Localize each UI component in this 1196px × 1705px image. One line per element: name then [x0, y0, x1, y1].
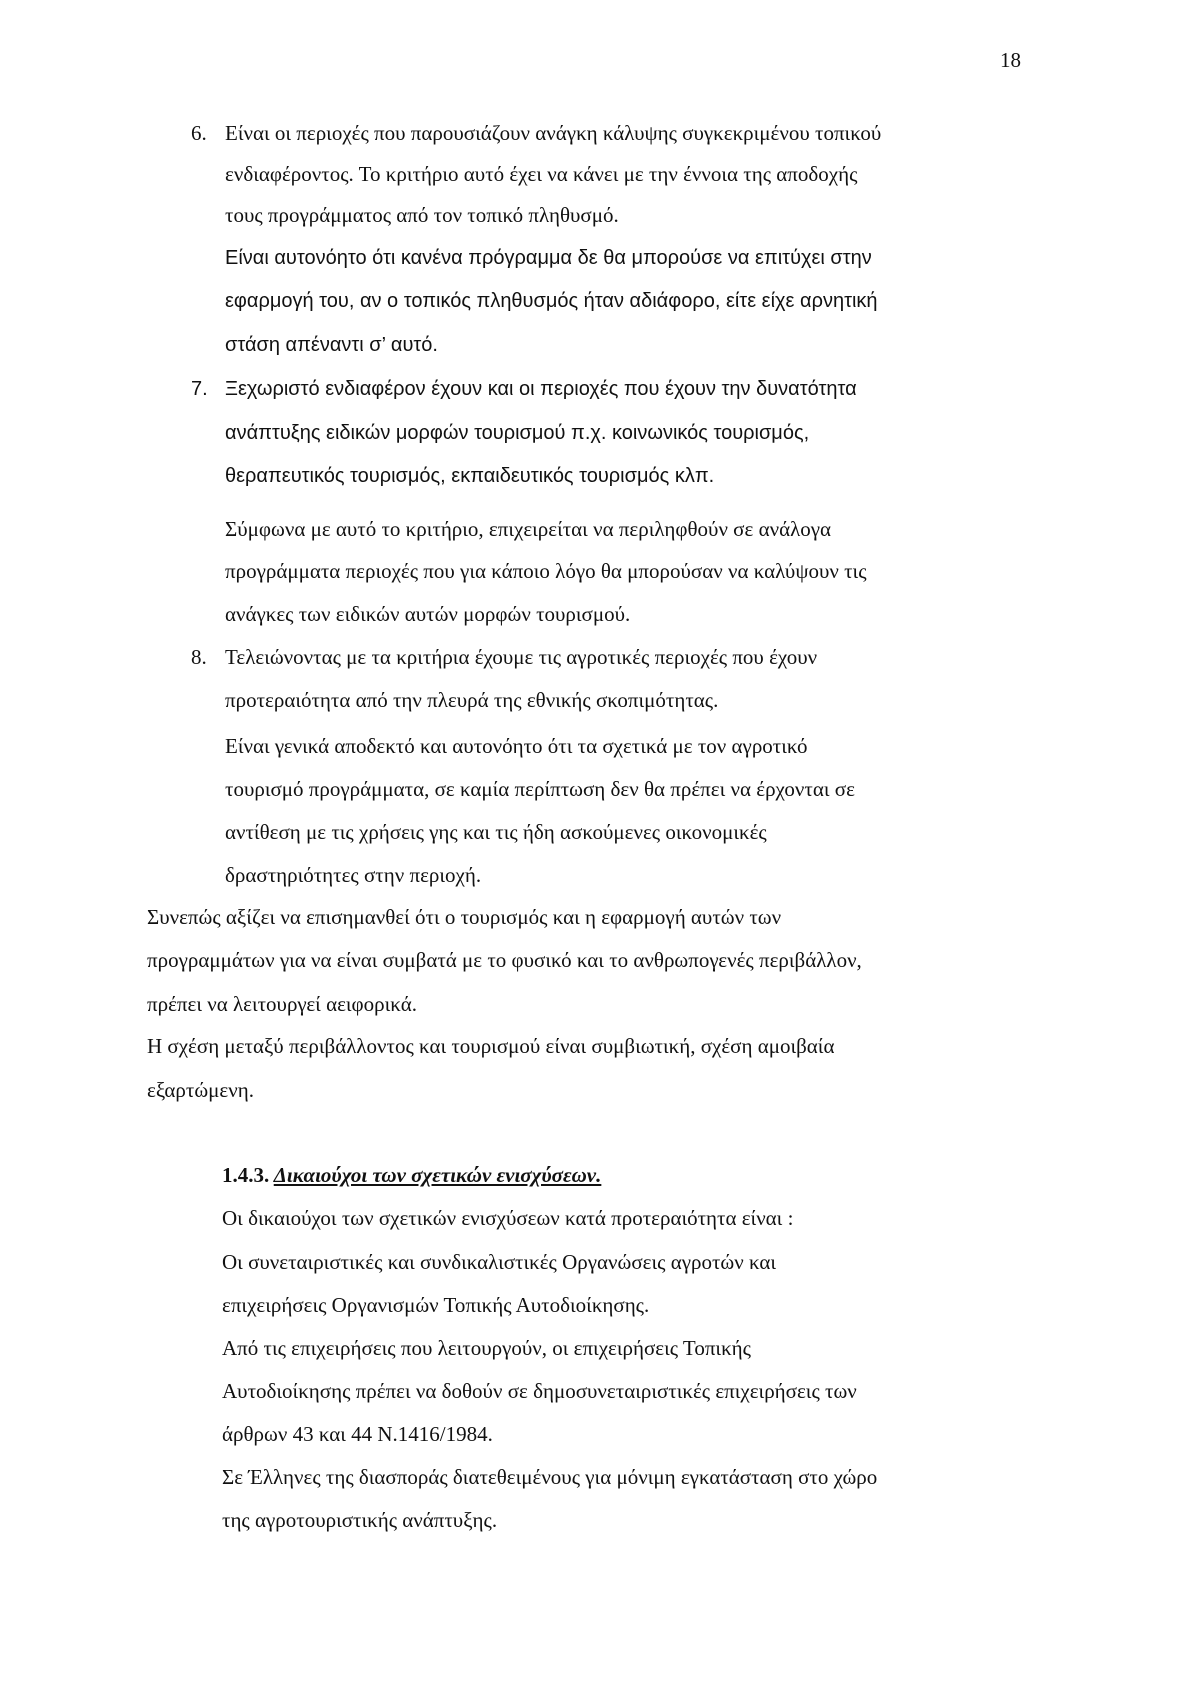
item-7-para-line-2: προγράμματα περιοχές που για κάποιο λόγο θα μπορούσαν να καλύψουν τις — [225, 559, 867, 583]
item-7-para-line-1: Σύμφωνα με αυτό το κριτήριο, επιχειρείται να περιληφθούν σε ανάλογα — [225, 517, 832, 541]
item-8-number: 8. — [191, 645, 207, 669]
item-8-para-line-1: Είναι γενικά αποδεκτό και αυτονόητο ότι τα σχετικά με τον αγροτικό — [225, 734, 808, 758]
section-title: Δικαιούχοι των σχετικών ενισχύσεων. — [273, 1163, 602, 1187]
text-line: Είναι οι περιοχές που παρουσιάζουν ανάγκη κάλυψης συγκεκριμένου τοπικού — [225, 121, 882, 145]
page-number: 18 — [1000, 48, 1021, 72]
item-7-line-3: θεραπευτικός τουρισμός, εκπαιδευτικός τουρισμός κλπ. — [225, 465, 715, 487]
beneficiary-1-line-1: Οι συνεταιριστικές και συνδικαλιστικές Οργανώσεις αγροτών και — [222, 1250, 777, 1274]
conclusion-1-line-1: Συνεπώς αξίζει να επισημανθεί ότι ο τουρισμός και η εφαρμογή αυτών των — [147, 905, 782, 929]
beneficiary-1-line-2: επιχειρήσεις Οργανισμών Τοπικής Αυτοδιοίκησης. — [222, 1293, 650, 1317]
item-8-line-1: Τελειώνοντας με τα κριτήρια έχουμε τις αγροτικές περιοχές που έχουν — [225, 645, 818, 669]
conclusion-1-line-3: πρέπει να λειτουργεί αειφορικά. — [147, 992, 417, 1016]
item-8-line-2: προτεραιότητα από την πλευρά της εθνικής σκοπιμότητας. — [225, 688, 719, 712]
item-6-para-line-1: Είναι αυτονόητο ότι κανένα πρόγραμμα δε θα μπορούσε να επιτύχει στην — [225, 247, 872, 269]
section-heading — [222, 1162, 601, 1188]
item-7-number: 7. — [191, 378, 208, 400]
item-6-para-line-2: εφαρμογή του, αν ο τοπικός πληθυσμός ήταν αδιάφορο, είτε είχε αρνητική — [225, 290, 878, 312]
conclusion-2-line-2: εξαρτώμενη. — [147, 1078, 254, 1102]
item-7-para-line-3: ανάγκες των ειδικών αυτών μορφών τουρισμού. — [225, 602, 631, 626]
item-6-para-line-3: στάση απέναντι σ’ αυτό. — [225, 334, 438, 356]
item-6-line-3: τους προγράμματος από τον τοπικό πληθυσμό. — [225, 203, 619, 227]
beneficiary-2-line-1: Από τις επιχειρήσεις που λειτουργούν, οι επιχειρήσεις Τοπικής — [222, 1336, 751, 1360]
section-number: 1.4.3. — [222, 1163, 270, 1187]
beneficiary-3-line-1: Σε Έλληνες της διασποράς διατεθειμένους για μόνιμη εγκατάσταση στο χώρο — [222, 1465, 878, 1489]
conclusion-1-line-2: προγραμμάτων για να είναι συμβατά με το φυσικό και το ανθρωπογενές περιβάλλον, — [147, 948, 862, 972]
beneficiary-3-line-2: της αγροτουριστικής ανάπτυξης. — [222, 1508, 498, 1532]
item-8-para-line-3: αντίθεση με τις χρήσεις γης και τις ήδη ασκούμενες οικονομικές — [225, 820, 767, 844]
item-7-line-1: Ξεχωριστό ενδιαφέρον έχουν και οι περιοχές που έχουν την δυνατότητα — [225, 378, 857, 400]
section-intro: Οι δικαιούχοι των σχετικών ενισχύσεων κατά προτεραιότητα είναι : — [222, 1206, 794, 1230]
beneficiary-2-line-2: Αυτοδιοίκησης πρέπει να δοθούν σε δημοσυνεταιριστικές επιχειρήσεις των — [222, 1379, 857, 1403]
item-6-number: 6. — [191, 121, 207, 145]
item-7-line-2: ανάπτυξης ειδικών μορφών τουρισμού π.χ. κοινωνικός τουρισμός, — [225, 422, 810, 444]
beneficiary-2-line-3: άρθρων 43 και 44 Ν.1416/1984. — [222, 1422, 493, 1446]
conclusion-2-line-1: Η σχέση μεταξύ περιβάλλοντος και τουρισμού είναι συμβιωτική, σχέση αμοιβαία — [147, 1034, 835, 1058]
item-8-para-line-2: τουρισμό προγράμματα, σε καμία περίπτωση δεν θα πρέπει να έρχονται σε — [225, 777, 855, 801]
item-6-line-1 — [225, 120, 1005, 146]
item-6-line-2: ενδιαφέροντος. Το κριτήριο αυτό έχει να κάνει με την έννοια της αποδοχής — [225, 162, 858, 186]
item-8-para-line-4: δραστηριότητες στην περιοχή. — [225, 863, 482, 887]
